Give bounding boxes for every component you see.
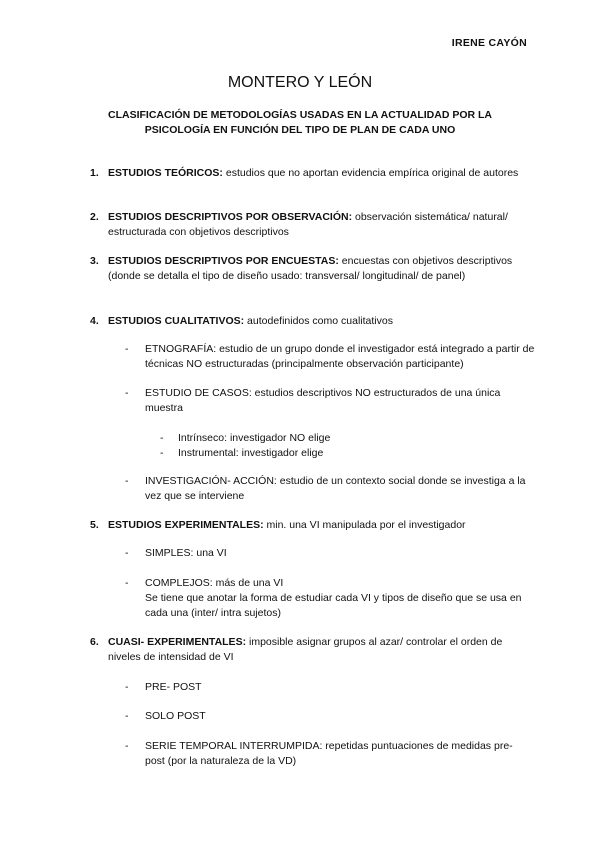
list-item-estudio-de-casos — [125, 386, 535, 416]
section-5 — [90, 518, 535, 533]
section-text: autodefinidos como cualitativos — [244, 315, 393, 327]
list-item-etnografia — [125, 342, 535, 372]
dash-bullet: - — [125, 577, 129, 589]
list-item-complejos — [125, 576, 535, 621]
dash-bullet: - — [125, 681, 129, 693]
section-2 — [90, 210, 535, 240]
section-heading: ESTUDIOS TEÓRICOS: — [108, 167, 223, 179]
list-item-text: SIMPLES: una VI — [145, 547, 227, 559]
list-item-text: SERIE TEMPORAL INTERRUMPIDA: repetidas puntuaciones de medidas pre- post (por la naturaleza de la VD) — [145, 740, 513, 767]
section-heading: ESTUDIOS CUALITATIVOS: — [108, 315, 245, 327]
section-6 — [90, 635, 535, 665]
section-text: observación sistemática/ natural/ estructurada con objetivos descriptivos — [108, 211, 508, 238]
section-text: estudios que no aportan evidencia empírica original de autores — [222, 167, 519, 179]
sublist-item-instrumental — [160, 446, 520, 461]
document-subtitle: CLASIFICACIÓN DE METODOLOGÍAS USADAS EN LA ACTUALIDAD POR LA PSICOLOGÍA EN FUNCIÓN DEL TIPO DE PLAN DE CADA UNO — [107, 109, 493, 136]
list-item-text: ESTUDIO DE CASOS: estudios descriptivos NO estructurados de una única muestra — [145, 387, 501, 414]
section-heading: CUASI- EXPERIMENTALES: — [108, 636, 247, 648]
section-number: 5. — [90, 519, 99, 531]
sublist-item-text: Intrínseco: investigador NO elige — [178, 432, 331, 444]
dash-bullet: - — [160, 447, 164, 459]
dash-bullet: - — [125, 740, 129, 752]
section-heading: ESTUDIOS DESCRIPTIVOS POR ENCUESTAS: — [108, 255, 339, 267]
section-number: 4. — [90, 315, 99, 327]
document-title: MONTERO Y LEÓN — [227, 74, 373, 91]
list-item-text: COMPLEJOS: más de una VI — [145, 577, 284, 589]
sublist-item-intrinseco — [160, 431, 520, 446]
dash-bullet: - — [125, 343, 129, 355]
dash-bullet: - — [125, 710, 129, 722]
list-item-text: INVESTIGACIÓN- ACCIÓN: estudio de un contexto social donde se investiga a la vez que se interviene — [145, 475, 526, 502]
dash-bullet: - — [125, 547, 129, 559]
list-item-simples — [125, 546, 535, 561]
section-text: imposible asignar grupos al azar/ controlar el orden de niveles de intensidad de VI — [108, 636, 503, 663]
dash-bullet: - — [125, 475, 129, 487]
section-number: 1. — [90, 167, 99, 179]
section-heading: ESTUDIOS EXPERIMENTALES: — [108, 519, 264, 531]
list-item-note: Se tiene que anotar la forma de estudiar cada VI y tipos de diseño que se usa en cada una (inter/ intra sujetos) — [145, 592, 522, 619]
list-item-pre-post — [125, 680, 535, 695]
section-number: 6. — [90, 636, 99, 648]
dash-bullet: - — [125, 387, 129, 399]
list-item-investigacion-accion — [125, 474, 535, 504]
section-4 — [90, 314, 535, 329]
section-number: 3. — [90, 255, 99, 267]
section-number: 2. — [90, 211, 99, 223]
list-item-text: ETNOGRAFÍA: estudio de un grupo donde el investigador está integrado a partir de técnicas NO estructuradas (principalmente observación participante) — [145, 343, 535, 370]
author-name: IRENE CAYÓN — [451, 37, 527, 49]
section-1 — [90, 166, 535, 181]
sublist-item-text: Instrumental: investigador elige — [178, 447, 324, 459]
section-text: min. una VI manipulada por el investigador — [263, 519, 466, 531]
list-item-text: SOLO POST — [145, 710, 206, 722]
section-heading: ESTUDIOS DESCRIPTIVOS POR OBSERVACIÓN: — [108, 211, 353, 223]
section-text: encuestas con objetivos descriptivos (donde se detalla el tipo de diseño usado: transversal/ longitudinal/ de panel) — [108, 255, 513, 282]
list-item-text: PRE- POST — [145, 681, 202, 693]
list-item-solo-post — [125, 709, 535, 724]
section-3 — [90, 254, 535, 284]
dash-bullet: - — [160, 432, 164, 444]
list-item-serie-temporal — [125, 739, 535, 769]
